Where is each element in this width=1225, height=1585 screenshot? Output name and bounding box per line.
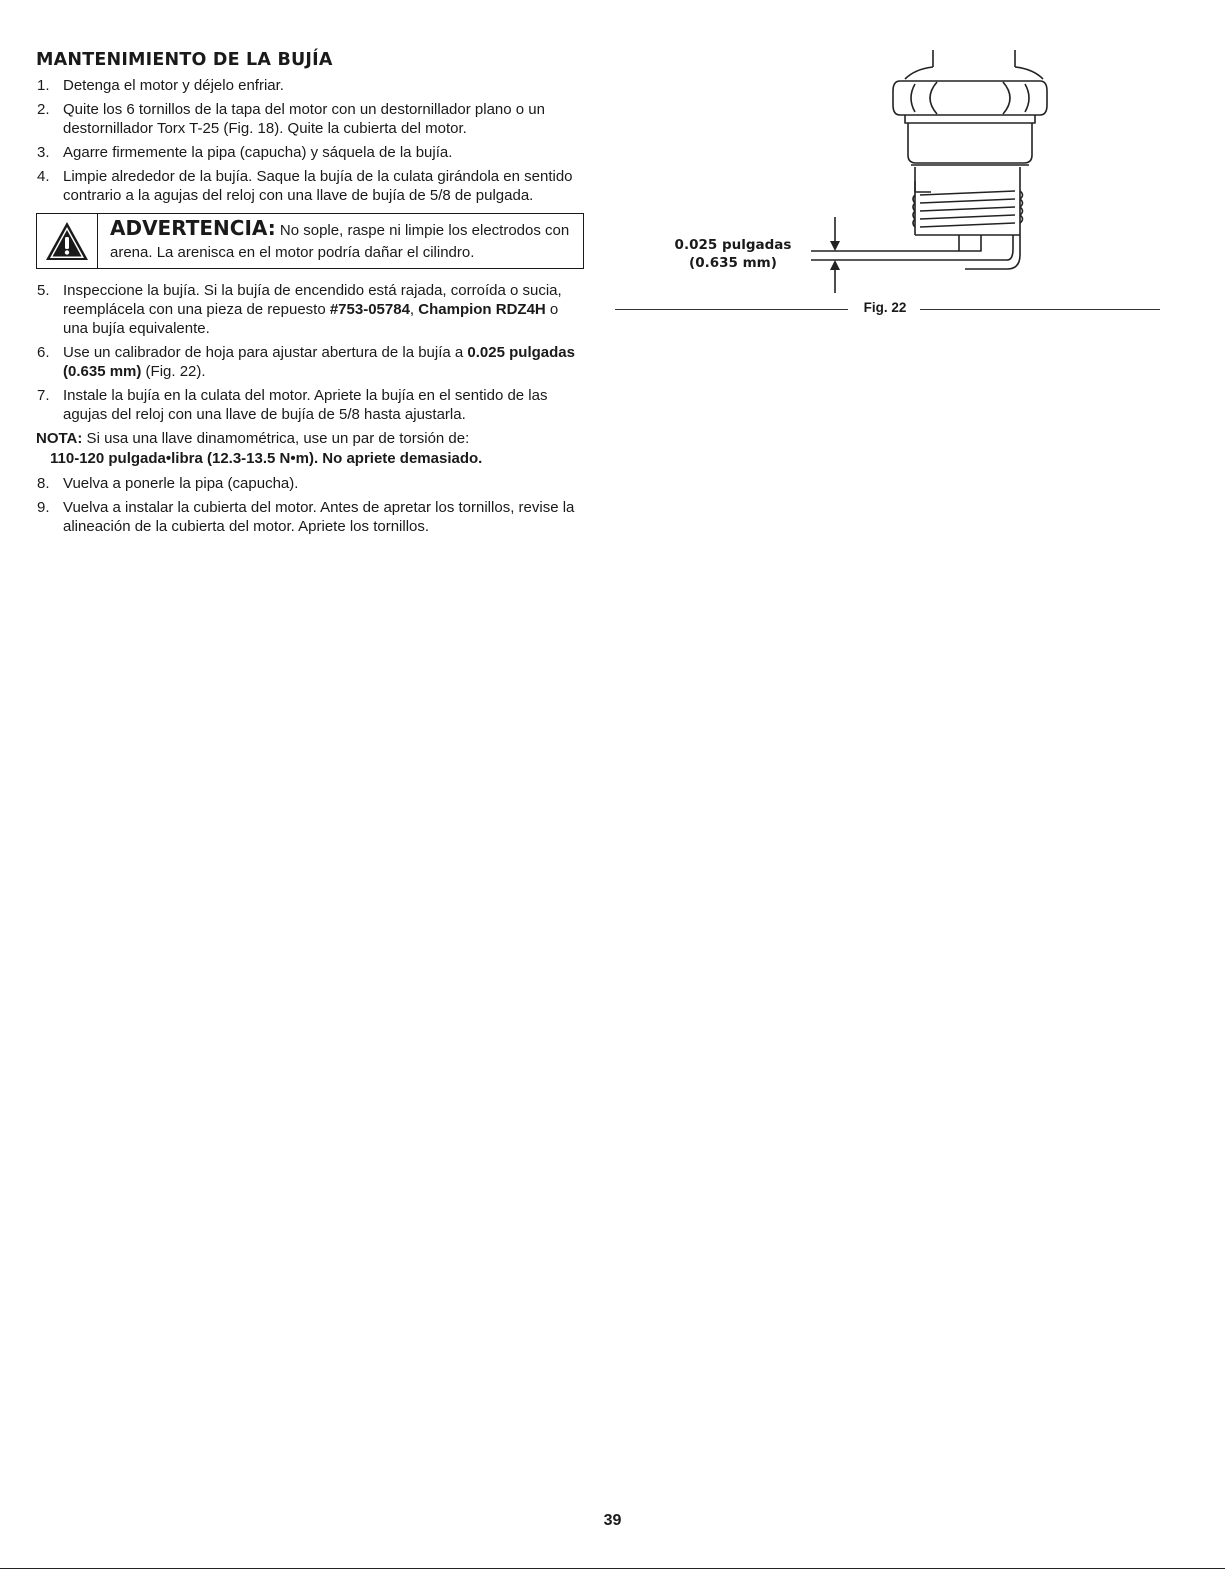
list-item: 8. Vuelva a ponerle la pipa (capucha). — [37, 475, 299, 492]
warning-triangle-icon — [37, 214, 98, 268]
warning-body: No sople, raspe ni limpie los electrodos con arena. La arenisca en el motor podría dañar el cilindro. — [110, 222, 570, 261]
maintenance-section — [36, 50, 584, 541]
gap-dimension-label: 0.025 pulgadas — [674, 237, 792, 253]
steps-list-c — [36, 474, 584, 536]
caption-divider-right — [920, 309, 1160, 310]
list-item: 2. Quite los 6 tornillos de la tapa del motor con un destornillador plano o un destornillador Torx T-25 (Fig. 18). Quite la cubierta del motor. — [37, 101, 545, 137]
list-item: 5. Inspeccione la bujía. Si la bujía de encendido está rajada, corroída o sucia, reemplácela con una pieza de repuesto #753-05784, Champion RDZ4H o una bujía equivalente. — [37, 282, 562, 337]
torque-spec: 110-120 pulgada•libra (12.3-13.5 N•m). No apriete demasiado. — [50, 450, 483, 467]
warning-box — [36, 213, 584, 269]
figure-22 — [615, 45, 1160, 330]
list-item: 1. Detenga el motor y déjelo enfriar. — [37, 77, 284, 94]
figure-caption: Fig. 22 — [863, 300, 907, 315]
warning-title: ADVERTENCIA: — [110, 216, 276, 240]
bottom-rule — [0, 1568, 1225, 1569]
list-item: 9. Vuelva a instalar la cubierta del motor. Antes de apretar los tornillos, revise la alineación de la cubierta del motor. Apriete los tornillos. — [37, 499, 575, 535]
figure-caption-row — [615, 298, 1160, 322]
list-item: 7. Instale la bujía en la culata del motor. Apriete la bujía en el sentido de las agujas del reloj con una llave de bujía de 5/8 hasta ajustarla. — [37, 387, 548, 423]
steps-list-a — [36, 76, 584, 205]
list-item: 6. Use un calibrador de hoja para ajustar abertura de la bujía a 0.025 pulgadas (0.635 mm) (Fig. 22). — [37, 344, 575, 380]
list-item: 4. Limpie alrededor de la bujía. Saque la bujía de la culata girándola en sentido contrario a la agujas del reloj con una llave de bujía de 5/8 de pulgada. — [37, 168, 573, 204]
steps-list-b — [36, 281, 584, 424]
alt-part-number: Champion RDZ4H — [418, 301, 546, 318]
list-item: 3. Agarre firmemente la pipa (capucha) y sáquela de la bujía. — [37, 144, 453, 161]
warning-text — [98, 214, 583, 268]
page-number: 39 — [603, 1512, 622, 1529]
note: NOTA: Si usa una llave dinamométrica, use un par de torsión de: — [36, 430, 470, 447]
note-label: NOTA: — [36, 430, 83, 447]
caption-divider-left — [615, 309, 848, 310]
gap-dimension-metric-label: (0.635 mm) — [689, 255, 777, 271]
gap-value: 0.025 pulgadas (0.635 mm) — [63, 344, 575, 380]
section-title: MANTENIMIENTO DE LA BUJÍA — [36, 50, 333, 70]
part-number: #753-05784 — [329, 301, 410, 318]
